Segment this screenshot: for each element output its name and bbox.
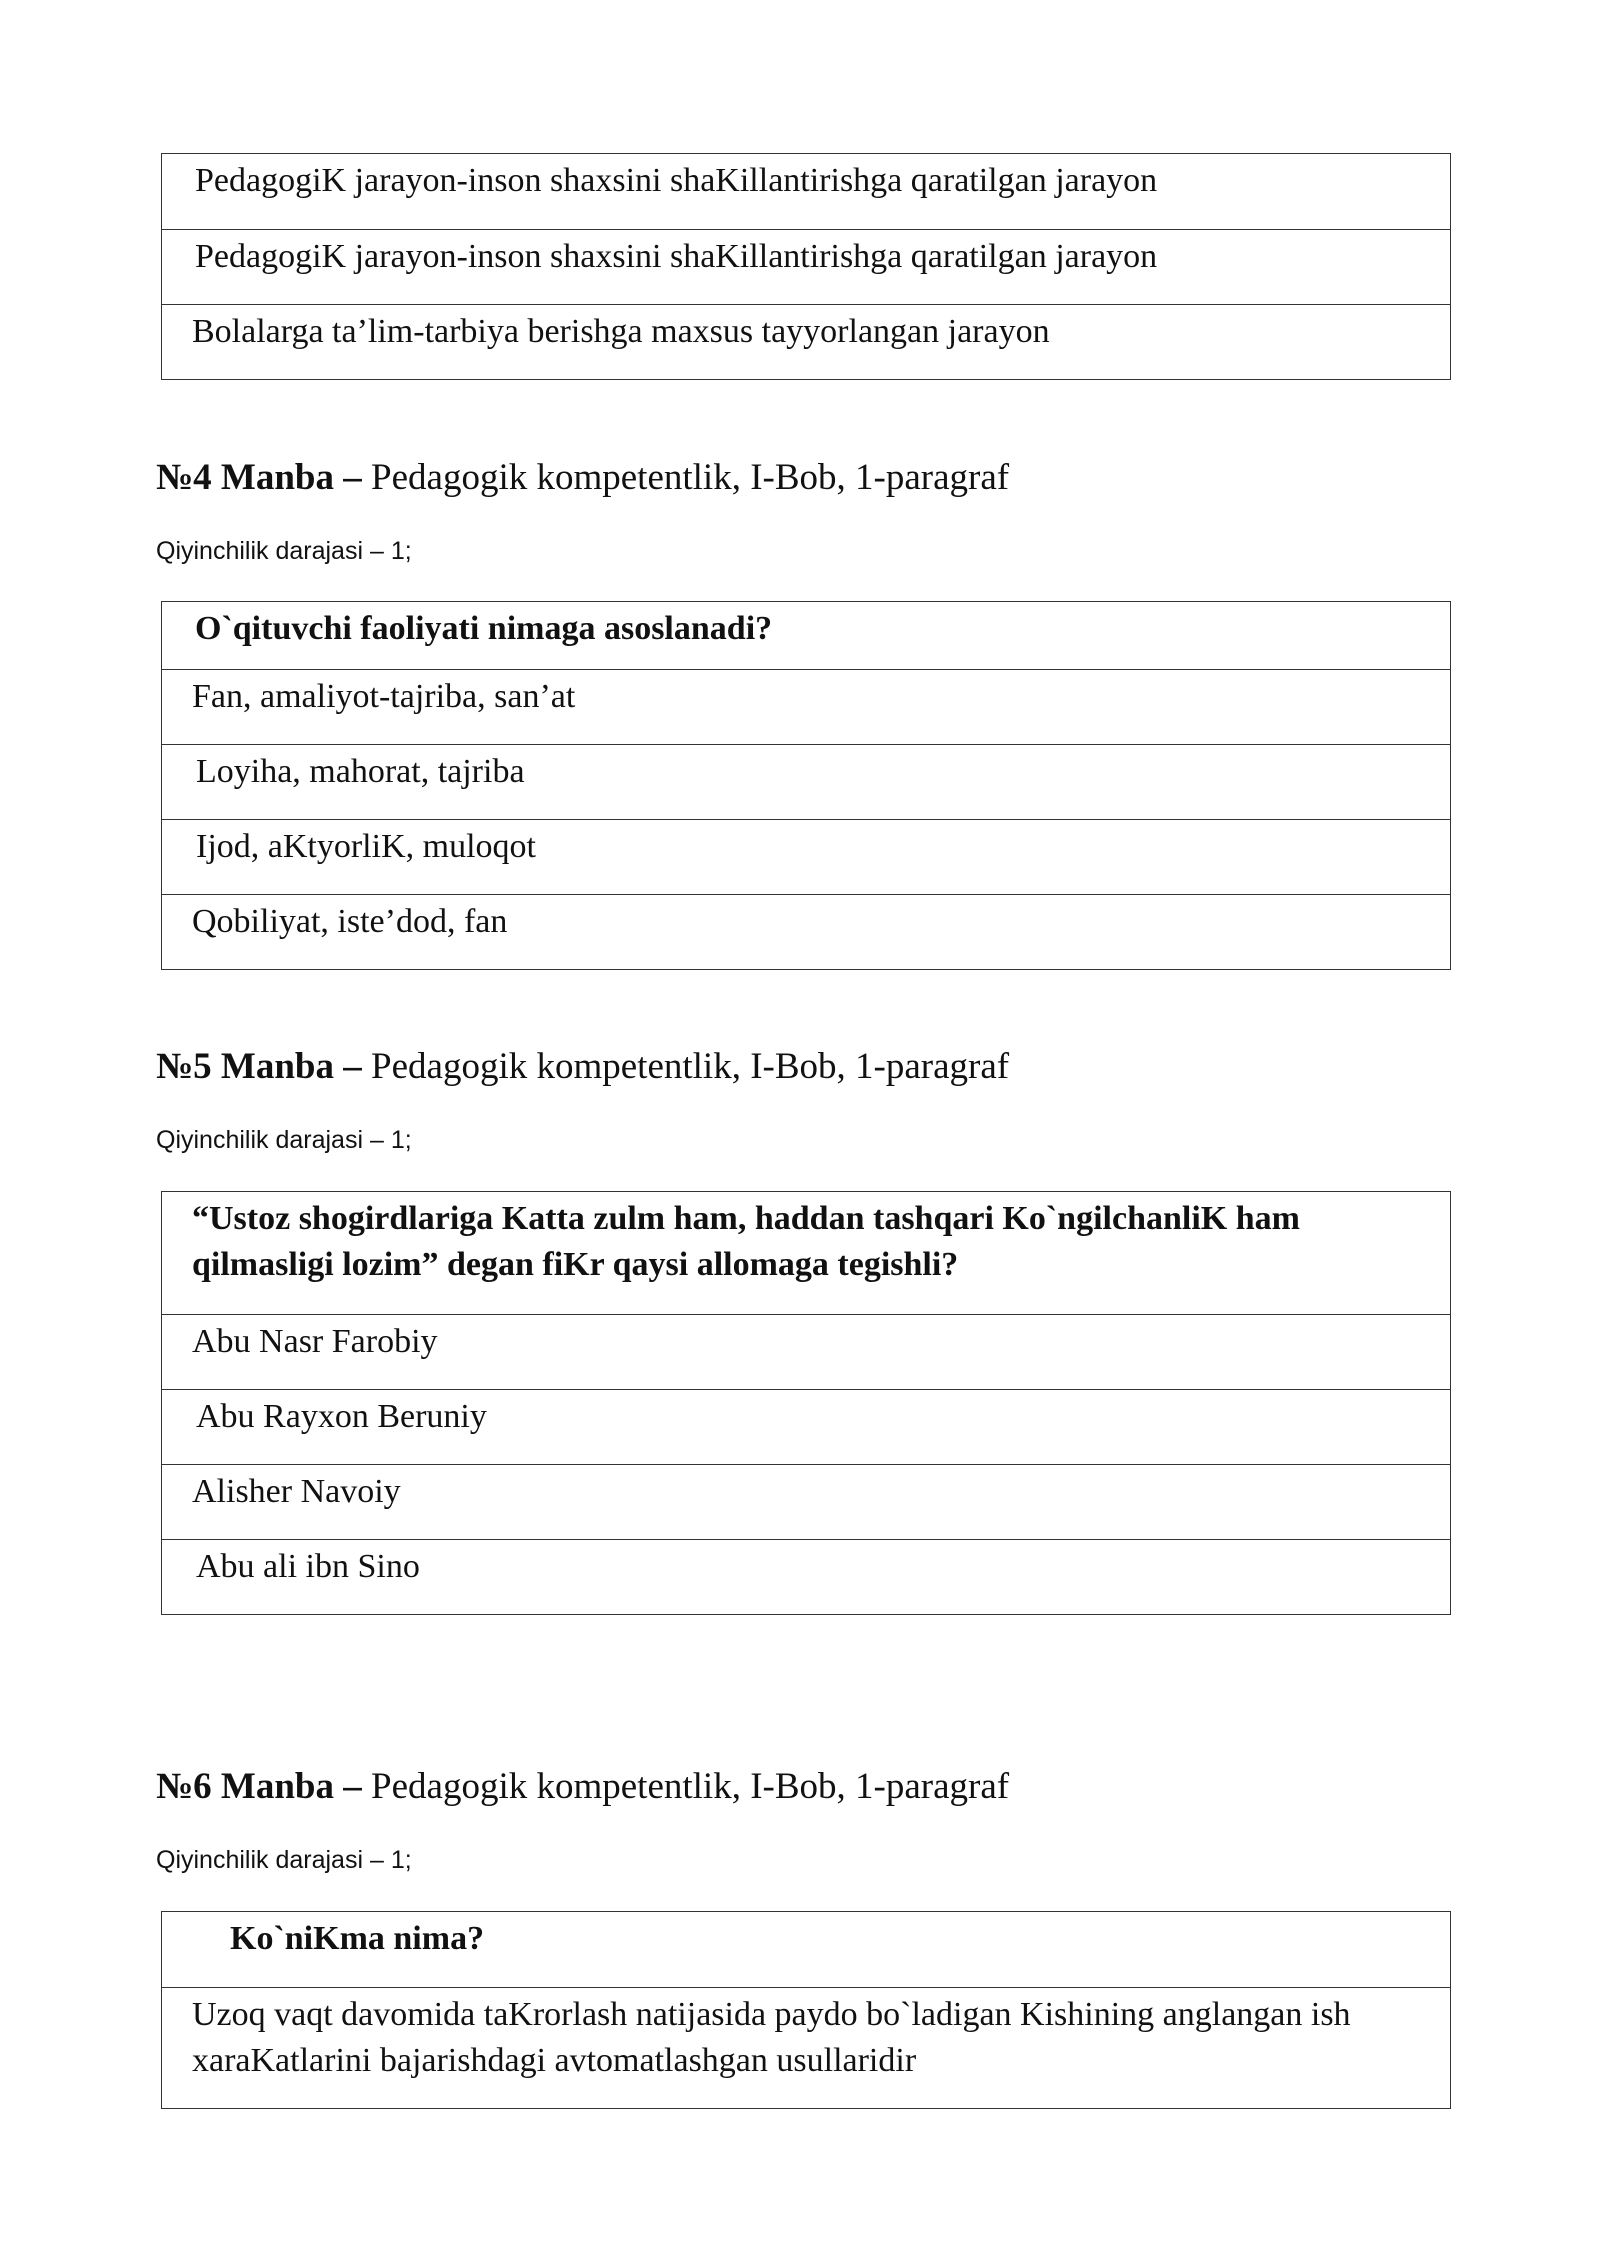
section-source: Pedagogik kompetentlik, I-Bob, 1-paragraf [371, 1766, 1010, 1807]
difficulty-label: Qiyinchilik darajasi – 1; [156, 1126, 412, 1154]
answer-row: PedagogiK jarayon-inson shaxsini shaKillantirishga qaratilgan jarayon [195, 162, 1158, 199]
answer-row: Ijod, aKtyorliK, muloqot [162, 819, 1450, 894]
answer-row: Bolalarga ta’lim-tarbiya berishga maxsus tayyorlangan jarayon [162, 304, 1450, 379]
answer-row: Uzoq vaqt davomida taKrorlash natijasida paydo bo`ladigan Kishining anglangan ish xaraKatlarini bajarishdagi avtomatlashgan usullaridir [162, 1987, 1450, 2108]
question-table-4 [161, 601, 1451, 970]
difficulty-label: Qiyinchilik darajasi – 1; [156, 537, 412, 565]
question-row: “Ustoz shogirdlariga Katta zulm ham, haddan tashqari Ko`ngilchanliK ham qilmasligi lozim” degan fiKr qaysi allomaga tegishli? [192, 1200, 1300, 1283]
section-source: Pedagogik kompetentlik, I-Bob, 1-paragraf [371, 457, 1010, 498]
difficulty-label: Qiyinchilik darajasi – 1; [156, 1846, 412, 1874]
section-heading-5 [156, 1044, 1009, 1090]
answer-row: Abu Nasr Farobiy [162, 1314, 1450, 1389]
answer-row: Qobiliyat, iste’dod, fan [162, 894, 1450, 969]
question-row: Ko`niKma nima? [230, 1920, 485, 1957]
section-heading-4 [156, 455, 1009, 501]
section-source: Pedagogik kompetentlik, I-Bob, 1-paragraf [371, 1046, 1010, 1087]
question-table-6 [161, 1911, 1451, 2109]
question-table-5 [161, 1191, 1451, 1615]
answer-row: Abu Rayxon Beruniy [162, 1389, 1450, 1464]
answer-row: Loyiha, mahorat, tajriba [162, 744, 1450, 819]
answer-row: Fan, amaliyot-tajriba, san’at [162, 669, 1450, 744]
section-number-label: №5 Manba – [156, 1046, 362, 1087]
section-heading-6 [156, 1764, 1009, 1810]
answers-table-top [161, 153, 1451, 380]
section-number-label: №4 Manba – [156, 457, 362, 498]
section-number-label: №6 Manba – [156, 1766, 362, 1807]
question-row: O`qituvchi faoliyati nimaga asoslanadi? [195, 610, 773, 647]
answer-row: Abu ali ibn Sino [162, 1539, 1450, 1614]
answer-row: PedagogiK jarayon-inson shaxsini shaKillantirishga qaratilgan jarayon [162, 229, 1450, 304]
answer-row: Alisher Navoiy [162, 1464, 1450, 1539]
